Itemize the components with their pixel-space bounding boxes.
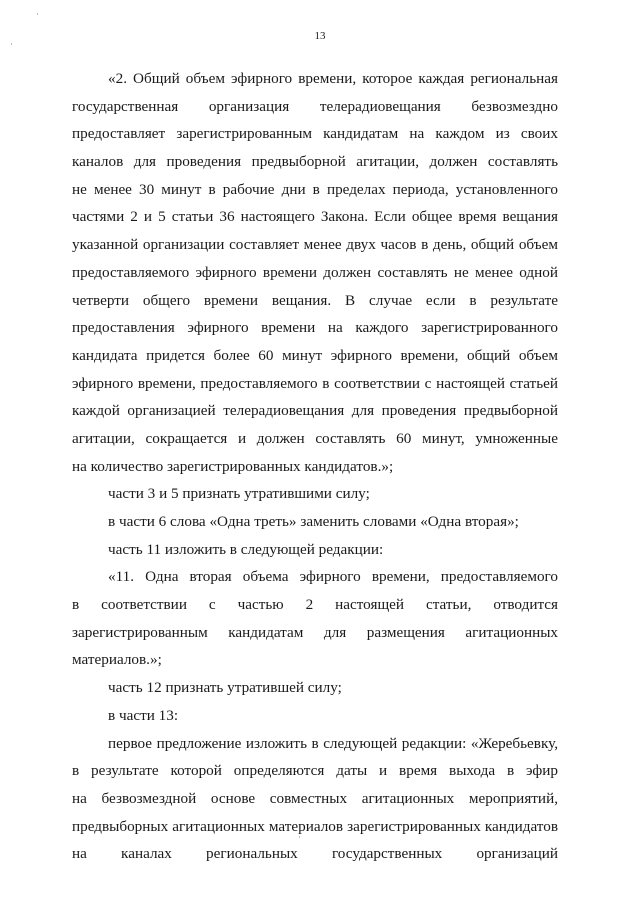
text-line: материалов.»; <box>72 651 162 669</box>
text-line: часть 11 изложить в следующей редакции: <box>108 540 384 558</box>
scan-speck: · <box>298 832 301 842</box>
scan-speck: · <box>36 9 39 19</box>
text-line: предвыборных агитационных материалов зарегистрированных кандидатов <box>72 817 558 835</box>
text-line: в соответствии с частью 2 настоящей статьи, отводится <box>72 596 558 614</box>
document-body <box>72 65 558 868</box>
text-line: не менее 30 минут в рабочие дни в пределах периода, установленного <box>72 180 558 198</box>
text-line: на каналах региональных государственных организаций <box>72 845 558 863</box>
text-line: каналов для проведения предвыборной агитации, должен составлять <box>72 153 558 171</box>
text-line: предоставляемого эфирного времени должен составлять не менее одной <box>72 263 558 281</box>
text-line: на количество зарегистрированных кандидатов.»; <box>72 457 394 475</box>
text-line: в части 13: <box>108 706 179 724</box>
text-line: агитации, сокращается и должен составлять 60 минут, умноженные <box>72 429 558 447</box>
text-line: предоставляет зарегистрированным кандидатам на каждом из своих <box>72 125 558 143</box>
text-line: в результате которой определяются даты и время выхода в эфир <box>72 762 558 780</box>
text-line: первое предложение изложить в следующей редакции: «Жеребьевку, <box>108 734 558 752</box>
text-line: предоставления эфирного времени на каждого зарегистрированного <box>72 319 558 337</box>
text-line: «2. Общий объем эфирного времени, которое каждая региональная <box>108 70 558 87</box>
text-line: государственная организация телерадиовещания безвозмездно <box>72 97 558 115</box>
text-line: указанной организации составляет менее двух часов в день, общий объем <box>72 236 558 254</box>
text-line: зарегистрированным кандидатам для размещения агитационных <box>72 623 558 641</box>
text-line: на безвозмездной основе совместных агитационных мероприятий, <box>72 789 558 807</box>
text-line: каждой организацией телерадиовещания для проведения предвыборной <box>72 402 558 420</box>
text-line: четверти общего времени вещания. В случае если в результате <box>72 291 558 309</box>
text-line: кандидата придется более 60 минут эфирного времени, общий объем <box>72 346 558 364</box>
text-line: в части 6 слова «Одна треть» заменить словами «Одна вторая»; <box>108 513 519 530</box>
text-line: «11. Одна вторая объема эфирного времени, предоставляемого <box>108 568 558 586</box>
scan-speck: · <box>10 39 13 49</box>
text-line: частями 2 и 5 статьи 36 настоящего Закона. Если общее время вещания <box>72 208 558 226</box>
page-number: 13 <box>314 30 326 42</box>
text-line: часть 12 признать утратившей силу; <box>108 679 342 697</box>
text-line: части 3 и 5 признать утратившими силу; <box>108 485 370 503</box>
text-line: эфирного времени, предоставляемого в соответствии с настоящей статьей <box>72 374 558 392</box>
